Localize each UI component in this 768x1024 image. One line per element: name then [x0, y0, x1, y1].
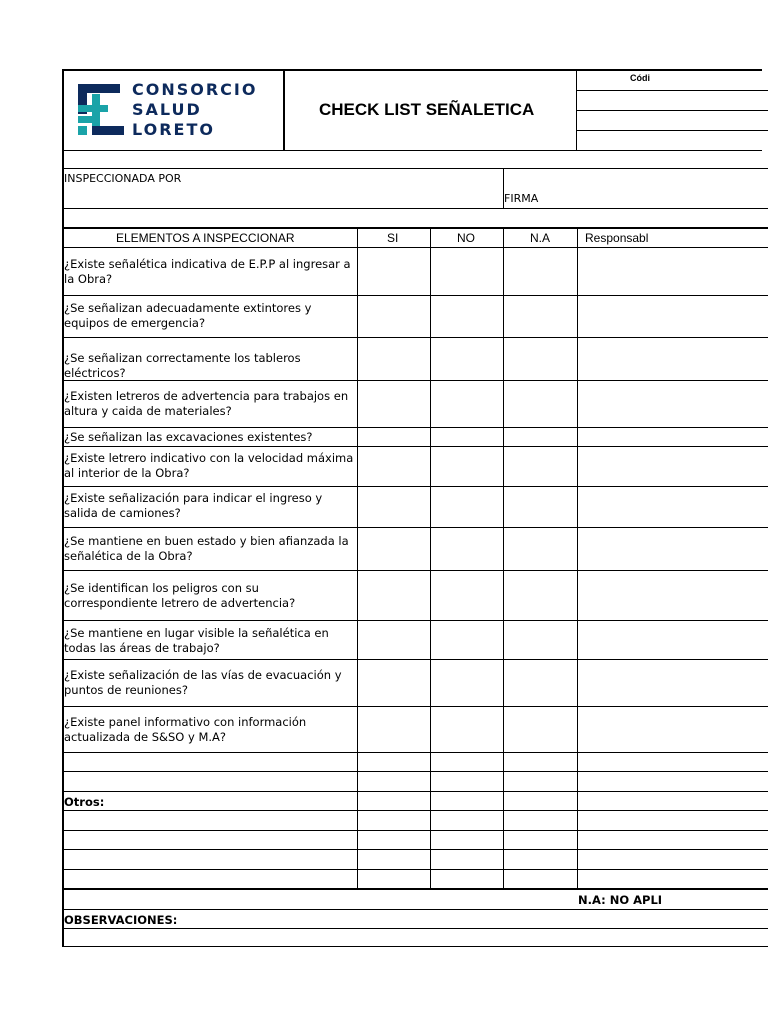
question-12: ¿Existe panel informativo con información actualizada de S&SO y M.A?	[64, 715, 307, 744]
code-label: Códi	[630, 73, 650, 83]
observations-label: OBSERVACIONES:	[64, 913, 178, 927]
question-3: ¿Se señalizan correctamente los tableros eléctricos?	[64, 351, 301, 380]
signature-label: FIRMA	[504, 192, 539, 205]
column-header-no: NO	[457, 231, 475, 245]
logo-line-3: LORETO	[132, 120, 215, 139]
page-title: CHECK LIST SEÑALETICA	[319, 100, 535, 119]
question-1: ¿Existe señalética indicativa de E.P.P al ingresar a la Obra?	[64, 257, 351, 286]
others-label: Otros:	[64, 795, 105, 809]
question-6: ¿Existe letrero indicativo con la velocidad máxima al interior de la Obra?	[64, 451, 354, 480]
question-5: ¿Se señalizan las excavaciones existentes?	[64, 430, 313, 444]
column-header-elements: ELEMENTOS A INSPECCIONAR	[116, 231, 295, 245]
logo-line-2: SALUD	[132, 100, 202, 119]
question-11: ¿Existe señalización de las vías de evacuación y puntos de reuniones?	[64, 668, 342, 697]
question-10: ¿Se mantiene en lugar visible la señalética en todas las áreas de trabajo?	[64, 626, 329, 655]
logo-line-1: CONSORCIO	[132, 80, 258, 99]
question-8: ¿Se mantiene en buen estado y bien afianzada la señalética de la Obra?	[64, 534, 349, 563]
na-note: N.A: NO APLI	[578, 893, 663, 907]
column-header-si: SI	[387, 231, 399, 245]
question-9: ¿Se identifican los peligros con su correspondiente letrero de advertencia?	[64, 581, 296, 610]
company-logo	[72, 78, 272, 142]
column-header-responsible: Responsabl	[585, 231, 649, 245]
inspected-by-label: INSPECCIONADA POR	[64, 172, 182, 185]
question-4: ¿Existen letreros de advertencia para trabajos en altura y caida de materiales?	[64, 389, 349, 418]
question-7: ¿Existe señalización para indicar el ingreso y salida de camiones?	[64, 491, 323, 520]
column-header-na: N.A	[530, 231, 551, 245]
logo-mark-icon	[72, 78, 128, 140]
question-2: ¿Se señalizan adecuadamente extintores y equipos de emergencia?	[64, 301, 312, 330]
